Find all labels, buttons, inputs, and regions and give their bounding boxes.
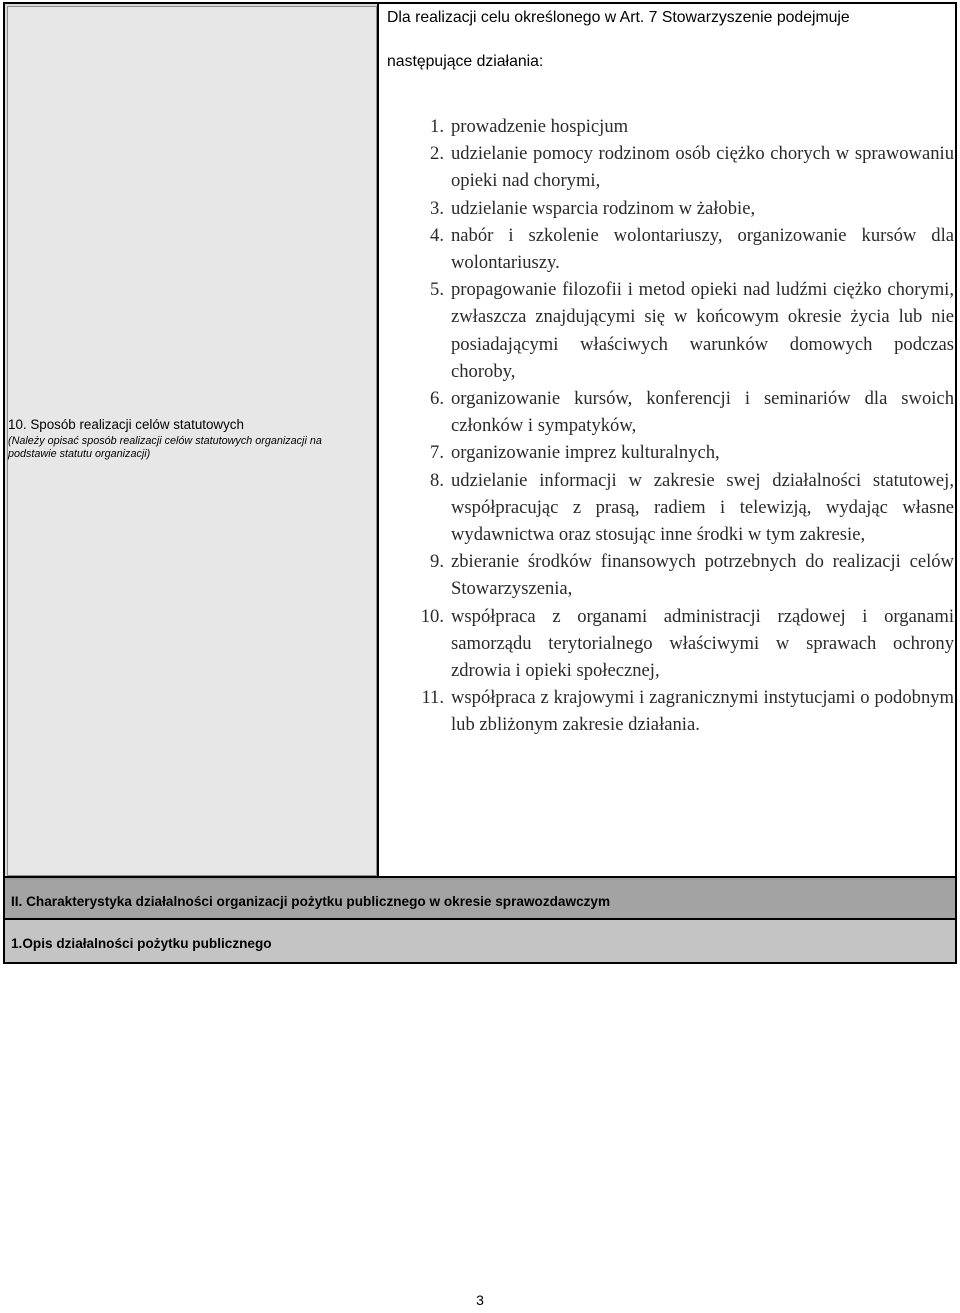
list-item-number: 4.: [430, 224, 444, 246]
list-item-text: udzielanie wsparcia rodzinom w żałobie,: [451, 197, 756, 219]
list-item-number: 1.: [430, 116, 444, 137]
section-2-subtitle: 1.Opis działalności pożytku publicznego: [11, 936, 272, 951]
section-2-subheader-row: [3, 920, 957, 964]
list-item-number: 2.: [430, 143, 444, 165]
list-item-number: 11.: [421, 687, 444, 709]
list-item: [387, 385, 954, 439]
section-10-content-cell: [379, 2, 957, 878]
list-item-number: 7.: [430, 442, 444, 464]
list-item-text: udzielanie pomocy rodzinom osób ciężko chorych w sprawowaniu opieki nad chorymi,: [451, 143, 954, 192]
report-form-table: [3, 2, 957, 962]
list-item-text: organizowanie kursów, konferencji i seminariów dla swoich członków i sympatyków,: [451, 388, 954, 437]
list-item: [387, 603, 954, 685]
list-item-text: propagowanie filozofii i metod opieki nad ludźmi ciężko chorymi, zwłaszcza znajdującymi się w końcowym okresie życia lub nie posiadającymi właściwych warunków domowych podczas choroby,: [451, 279, 954, 382]
list-item: [387, 276, 954, 385]
list-item: [387, 222, 954, 276]
list-item-number: 6.: [430, 388, 444, 410]
list-item: [387, 113, 954, 140]
section-10-note: (Należy opisać sposób realizacji celów statutowych organizacji na podstawie statutu organizacji): [8, 435, 322, 460]
list-item-text: nabór i szkolenie wolontariuszy, organizowanie kursów dla wolontariuszy.: [451, 224, 954, 274]
list-item-number: 8.: [430, 469, 444, 491]
list-item-number: 3.: [430, 197, 444, 219]
list-item-text: udzielanie informacji w zakresie swej działalności statutowej, współpracując z prasą, radiem i telewizją, wydając własne wydawnictwa oraz stosując inne środki w tym zakresie,: [451, 469, 954, 546]
page-number: 3: [476, 1292, 484, 1308]
list-item-number: 9.: [430, 551, 444, 573]
section-2-title: II. Charakterystyka działalności organizacji pożytku publicznego w okresie sprawozdawczym: [11, 894, 611, 909]
list-item: [387, 548, 954, 602]
section-10-label-cell: [3, 2, 379, 878]
activities-list: [387, 113, 954, 739]
list-item: [387, 439, 954, 466]
intro-line-2: następujące działania:: [387, 53, 544, 70]
list-item: [387, 195, 954, 222]
section-10-label: [8, 416, 368, 461]
section-2-header-row: [3, 878, 957, 920]
list-item-number: 10.: [420, 605, 444, 627]
list-item-text: współpraca z organami administracji rządowej i organami samorządu terytorialnego właściwymi w sprawach ochrony zdrowia i opieki społecznej,: [451, 605, 954, 682]
intro-line-1: Dla realizacji celu określonego w Art. 7 Stowarzyszenie podejmuje: [387, 9, 850, 26]
list-item-text: prowadzenie hospicjum: [451, 116, 629, 137]
list-item-text: organizowanie imprez kulturalnych,: [451, 442, 720, 464]
list-item: [387, 140, 954, 194]
list-item-text: zbieranie środków finansowych potrzebnych do realizacji celów Stowarzyszenia,: [451, 551, 954, 600]
list-item-number: 5.: [430, 279, 444, 301]
list-item-text: współpraca z krajowymi i zagranicznymi instytucjami o podobnym lub zbliżonym zakresie działania.: [451, 687, 954, 736]
list-item: [387, 684, 954, 738]
section-10-title: 10. Sposób realizacji celów statutowych: [8, 417, 244, 432]
list-item: [387, 467, 954, 549]
